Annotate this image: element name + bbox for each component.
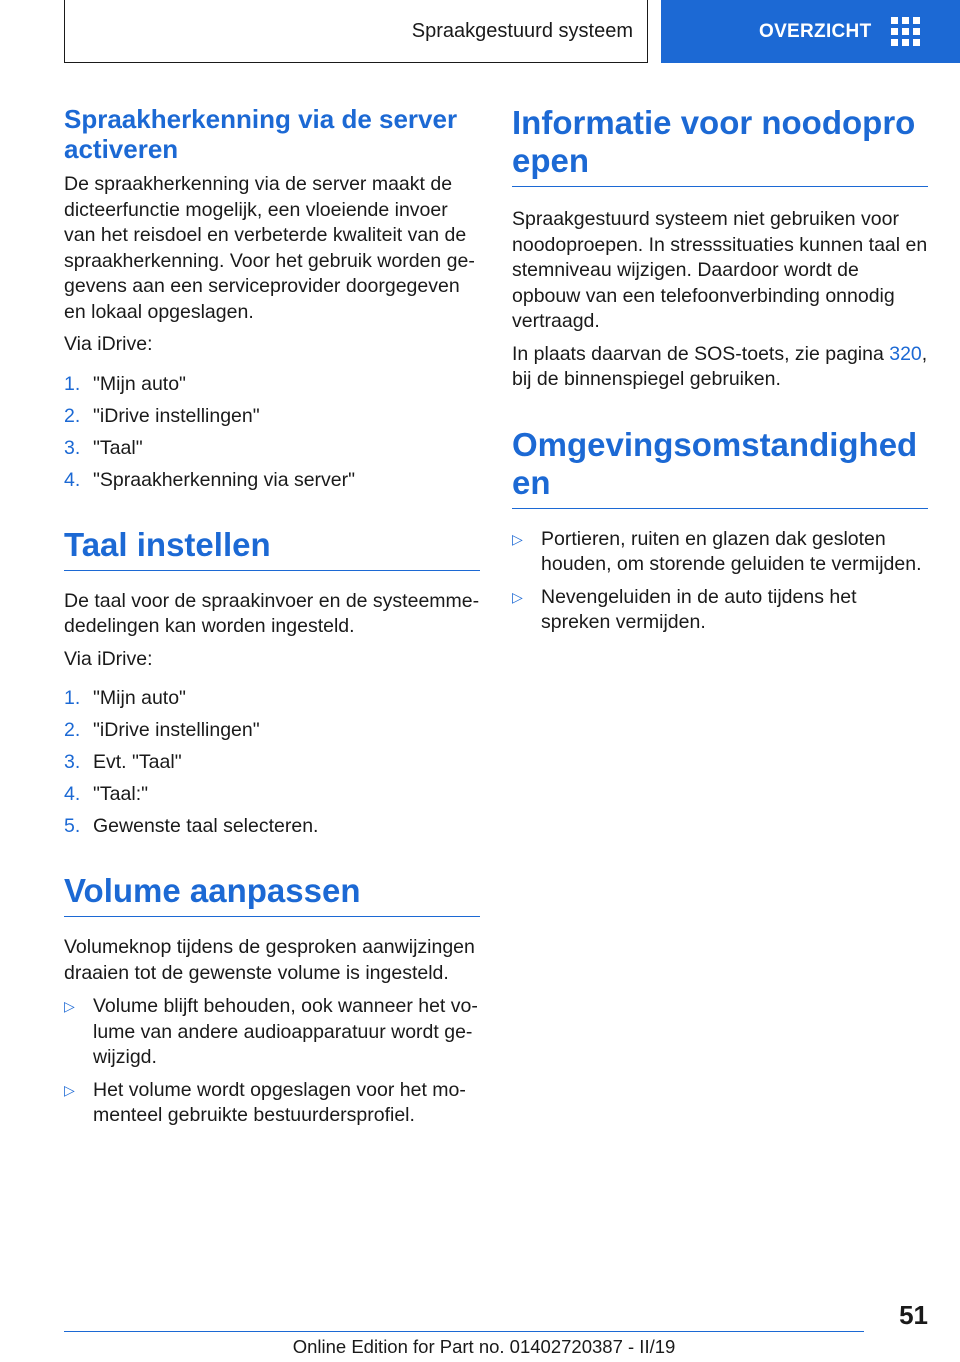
- volume-section-title: Volume aanpassen: [64, 872, 480, 917]
- list-item: [64, 468, 480, 493]
- emergency-sos-paragraph: [512, 342, 928, 393]
- language-steps-list: [64, 686, 480, 839]
- step-text: "iDrive instellingen": [93, 404, 260, 427]
- list-item: [64, 436, 480, 461]
- list-item: [512, 585, 928, 636]
- sos-text-after: , bij de binnenspiegel gebruiken.: [512, 342, 928, 390]
- step-number: 1.: [64, 372, 81, 395]
- emergency-section-body: Spraakgestuurd systeem niet gebruiken voor noodoproepen. In stresssituaties kunnen taal en stemniveau wijzigen. Daardoor wordt de opbouw van een telefoonverbinding onnodig vertraagd.: [512, 208, 928, 332]
- server-steps-list: [64, 372, 480, 493]
- step-text: "Mijn auto": [93, 687, 186, 709]
- step-text: "Taal": [93, 436, 143, 459]
- triangle-bullet-icon: ▷: [512, 530, 523, 547]
- overview-nav-button[interactable]: [661, 0, 960, 63]
- step-number: 4.: [64, 783, 81, 805]
- bullet-text: Nevengeluiden in de auto tijdens het spreken vermijden.: [541, 585, 857, 633]
- overview-nav-label: OVERZICHT: [759, 20, 872, 42]
- step-text: "Taal:": [93, 783, 149, 805]
- volume-section-body: Volumeknop tijdens de gesproken aanwijzingen draaien tot de gewenste volume is ingesteld.: [64, 936, 475, 984]
- step-text: "iDrive instellingen": [93, 719, 260, 741]
- page-link-320[interactable]: 320: [889, 342, 922, 365]
- step-number: 3.: [64, 751, 81, 773]
- step-text: Gewenste taal selecteren.: [93, 815, 319, 837]
- volume-bullet-list: [64, 994, 480, 1129]
- list-item: [64, 404, 480, 429]
- list-item: [512, 527, 928, 578]
- server-section-body: De spraakherkenning via de server maakt de dicteerfunctie mogelijk, een vloeiende invoer van het reisdoel en verbeterde kwaliteit van de spraakherkenning. Voor het gebruik worden gegevens aan een serviceprovider doorgegeven en lokaal opgeslagen.: [64, 173, 475, 323]
- step-text: "Mijn auto": [93, 372, 186, 395]
- triangle-bullet-icon: ▷: [64, 998, 75, 1014]
- bullet-text: Portieren, ruiten en glazen dak gesloten houden, om storende geluiden te vermijden.: [541, 527, 922, 575]
- triangle-bullet-icon: ▷: [64, 1081, 75, 1098]
- sos-text-before: In plaats daarvan de SOS-toets, zie pagina: [512, 342, 890, 365]
- step-number: 3.: [64, 436, 81, 459]
- list-item: [64, 994, 480, 1071]
- list-item: [64, 686, 480, 711]
- bullet-text: Volume blijft behouden, ook wanneer het volume van andere audioapparatuur wordt gewijzigd.: [93, 995, 478, 1068]
- language-via-label: Via iDrive:: [64, 647, 153, 670]
- step-text: "Spraakherkenning via server": [93, 468, 356, 491]
- list-item: [64, 718, 480, 743]
- footer-edition: Online Edition for Part no. 01402720387 - II/19: [292, 1336, 676, 1357]
- language-section-body: De taal voor de spraakinvoer en de systeemmededelingen kan worden ingesteld.: [64, 589, 480, 637]
- server-via-label: Via iDrive:: [64, 333, 153, 355]
- header-section-tab: [64, 0, 648, 63]
- list-item: [64, 782, 480, 807]
- bullet-text: Het volume wordt opgeslagen voor het momenteel gebruikte bestuurdersprofiel.: [93, 1078, 466, 1126]
- server-section-title: Spraakherkenning via de server activeren: [64, 104, 458, 164]
- language-section-title: Taal instellen: [64, 526, 480, 571]
- step-text: Evt. "Taal": [93, 751, 182, 773]
- page-number: 51: [899, 1300, 928, 1330]
- step-number: 5.: [64, 815, 81, 837]
- footer-divider: [64, 1331, 864, 1332]
- right-column: [512, 104, 928, 643]
- list-item: [64, 750, 480, 775]
- triangle-bullet-icon: ▷: [512, 588, 523, 605]
- header-section-title: Spraakgestuurd systeem: [411, 19, 633, 42]
- step-number: 1.: [64, 687, 81, 709]
- left-column: [64, 104, 480, 1136]
- list-item: [64, 814, 480, 839]
- environment-section-title: Omgevingsomstandigheden: [512, 426, 928, 509]
- list-item: [64, 1078, 480, 1129]
- step-number: 2.: [64, 404, 81, 427]
- grid-icon: [891, 17, 920, 46]
- step-number: 2.: [64, 719, 81, 741]
- environment-bullet-list: [512, 527, 928, 636]
- list-item: [64, 372, 480, 397]
- step-number: 4.: [64, 468, 81, 491]
- emergency-section-title: Informatie voor noodoproepen: [512, 104, 928, 187]
